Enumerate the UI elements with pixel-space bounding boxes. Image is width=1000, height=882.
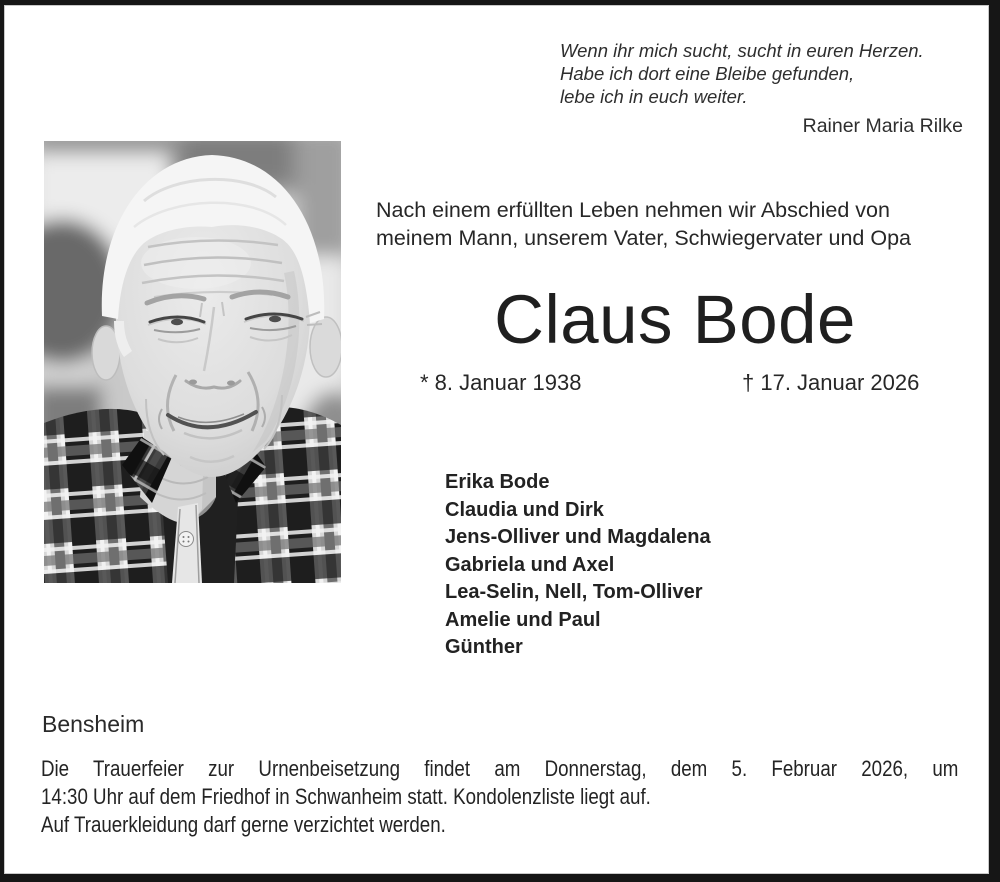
quote-line: lebe ich in euch weiter. <box>560 86 748 107</box>
quote-line: Habe ich dort eine Bleibe gefunden, <box>560 63 855 84</box>
portrait-photo <box>44 141 341 583</box>
family-member: Gabriela und Axel <box>445 553 615 576</box>
memorial-quote <box>560 39 963 138</box>
quote-line: Wenn ihr mich sucht, sucht in euren Herzen. <box>560 40 924 61</box>
family-list <box>445 469 711 662</box>
family-member: Claudia und Dirk <box>445 498 604 521</box>
family-member: Lea-Selin, Nell, Tom-Olliver <box>445 581 703 603</box>
funeral-line: 14:30 Uhr auf dem Friedhof in Schwanheim statt. Kondolenzliste liegt auf. <box>41 784 651 809</box>
life-dates <box>378 370 972 400</box>
family-member: Jens-Olliver und Magdalena <box>445 526 711 548</box>
intro-text <box>376 197 911 252</box>
deceased-name: Claus Bode <box>494 281 856 358</box>
birth-date: * 8. Januar 1938 <box>420 370 582 395</box>
quote-attribution: Rainer Maria Rilke <box>802 115 963 137</box>
funeral-info <box>41 755 958 839</box>
death-date: † 17. Januar 2026 <box>742 370 920 395</box>
city-label: Bensheim <box>42 711 145 737</box>
family-member: Erika Bode <box>445 471 550 493</box>
family-member: Amelie und Paul <box>445 608 601 631</box>
funeral-line: Die Trauerfeier zur Urnenbeisetzung findet am Donnerstag, dem 5. Februar 2026, um <box>41 756 959 781</box>
intro-line: Nach einem erfüllten Leben nehmen wir Abschied von <box>376 198 890 222</box>
intro-line: meinem Mann, unserem Vater, Schwiegervater und Opa <box>376 225 911 250</box>
funeral-line: Auf Trauerkleidung darf gerne verzichtet werden. <box>41 812 446 837</box>
family-member: Günther <box>445 636 523 658</box>
portrait-illustration <box>44 141 341 583</box>
